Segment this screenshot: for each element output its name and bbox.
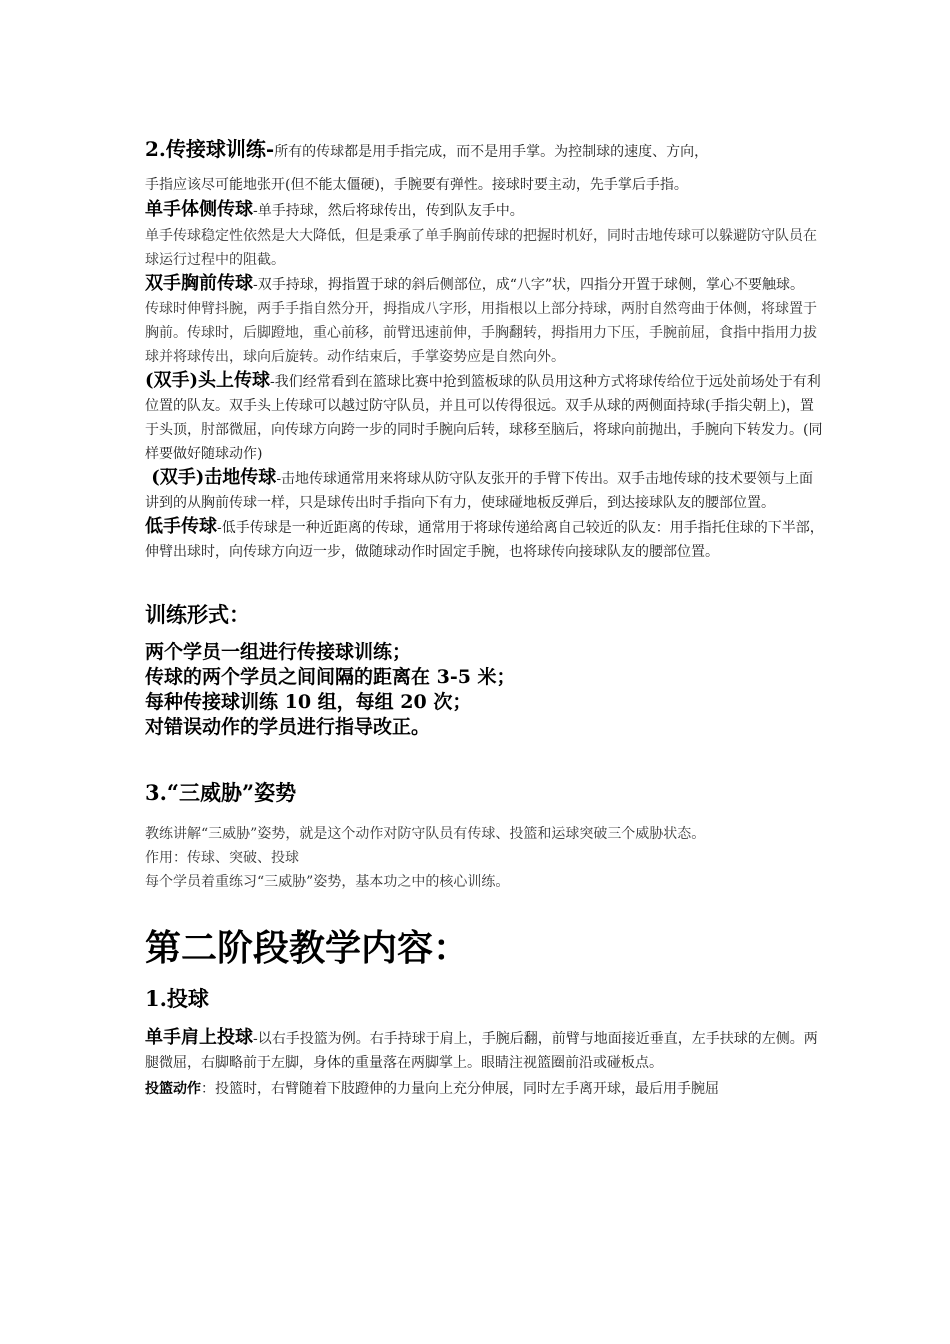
training-form-heading: 训练形式： <box>145 602 250 627</box>
triple-threat-heading: 3.“三威胁”姿势 <box>145 780 297 805</box>
shot-action-desc: ：投篮时，右臂随着下肢蹬伸的力量向上充分伸展，同时左手离开球，最后用手腕屈 <box>201 1081 719 1097</box>
passing-heading: 2.传接球训练- <box>145 137 275 161</box>
low-hand-pass-desc: -低手传球是一种近距离的传球，通常用于将球传递给离自己较近的队友：用手指托住球的下半部，伸臂出球时，向传球方向迈一步，做随球动作时固定手腕，也将球传向接球队友的腰部位置。 <box>145 520 824 560</box>
one-hand-side-detail: 单手传球稳定性依然是大大降低，但是秉承了单手胸前传球的把握时机好，同时击地传球可以躲避防守队员在球运行过程中的阻截。 <box>145 228 817 268</box>
training-form-item: 每种传接球训练 10 组，每组 20 次； <box>145 691 472 713</box>
document-content <box>145 132 825 1101</box>
triple-threat-line3: 每个学员着重练习“三威胁”姿势，基本功之中的核心训练。 <box>145 874 510 890</box>
training-form-item: 对错误动作的学员进行指导改正。 <box>145 716 431 738</box>
overhead-pass-title: (双手)头上传球 <box>145 370 271 391</box>
stage-two-sub: 1.投球 <box>145 986 209 1011</box>
triple-threat-line1: 教练讲解“三威胁”姿势，就是这个动作对防守队员有传球、投篮和运球突破三个威胁状态。 <box>145 826 706 842</box>
passing-intro-line1: 所有的传球都是用手指完成，而不是用手掌。为控制球的速度、方向， <box>274 144 709 160</box>
chest-pass-detail: 传球时伸臂抖腕，两手手指自然分开，拇指成八字形，用指根以上部分持球，两肘自然弯曲于体侧，将球置于胸前。传球时，后脚蹬地，重心前移，前臂迅速前伸，手胸翻转，拇指用力下压，手腕前屈，食指中指用力拔球并将球传出，球向后旋转。动作结束后，手掌姿势应是自然向外。 <box>145 301 817 365</box>
one-hand-side-title: 单手体侧传球 <box>145 199 253 220</box>
passing-intro-line2: 手指应该尽可能地张开(但不能太僵硬)，手腕要有弹性。接球时要主动，先手掌后手指。 <box>145 177 688 193</box>
training-form-item: 两个学员一组进行传接球训练； <box>145 641 412 663</box>
shoulder-shot-title: 单手肩上投球 <box>145 1027 253 1048</box>
training-form-item: 传球的两个学员之间间隔的距离在 3-5 米； <box>145 666 516 688</box>
triple-threat-line2: 作用：传球、突破、投球 <box>145 850 299 866</box>
chest-pass-title: 双手胸前传球 <box>145 273 253 294</box>
chest-pass-paragraph <box>145 272 825 297</box>
shot-action-title: 投篮动作 <box>145 1081 201 1097</box>
shoulder-shot-desc: -以右手投篮为例。右手持球于肩上，手腕后翻，前臂与地面接近垂直，左手扶球的左侧。两腿微屈，右脚略前于左脚，身体的重量落在两脚掌上。眼睛注视篮圈前沿或碰板点。 <box>145 1031 818 1071</box>
shoulder-shot-paragraph <box>145 1026 825 1075</box>
passing-intro <box>145 132 825 169</box>
overhead-pass-desc: -我们经常看到在篮球比赛中抢到篮板球的队员用这种方式将球传给位于远处前场处于有利位置的队友。双手头上传球可以越过防守队员，并且可以传得很远。双手从球的两侧面持球(手指尖朝上)，置于头顶，肘部微屈，向传球方向跨一步的同时手腕向后转，球移至脑后，将球向前抛出，手腕向下转发力。(同样要做好随球动作) <box>145 374 823 462</box>
chest-pass-desc: -双手持球，拇指置于球的斜后侧部位，成“八字”状，四指分开置于球侧，掌心不要触球。 <box>253 277 805 293</box>
low-hand-pass-title: 低手传球 <box>145 516 217 537</box>
one-hand-side-desc: -单手持球，然后将球传出，传到队友手中。 <box>253 203 524 219</box>
bounce-pass-paragraph <box>145 466 825 515</box>
shot-action-paragraph <box>145 1077 825 1101</box>
overhead-pass-paragraph <box>145 369 825 466</box>
low-hand-pass-paragraph <box>145 515 825 564</box>
one-hand-side-paragraph <box>145 197 825 224</box>
bounce-pass-title: (双手)击地传球 <box>145 467 277 488</box>
stage-two-heading: 第二阶段教学内容： <box>145 927 470 969</box>
bounce-pass-desc: -击地传球通常用来将球从防守队友张开的手臂下传出。双手击地传球的技术要领与上面讲到的从胸前传球一样，只是球传出时手指向下有力，使球碰地板反弹后，到达接球队友的腰部位置。 <box>145 471 814 511</box>
training-form-list <box>145 640 825 740</box>
